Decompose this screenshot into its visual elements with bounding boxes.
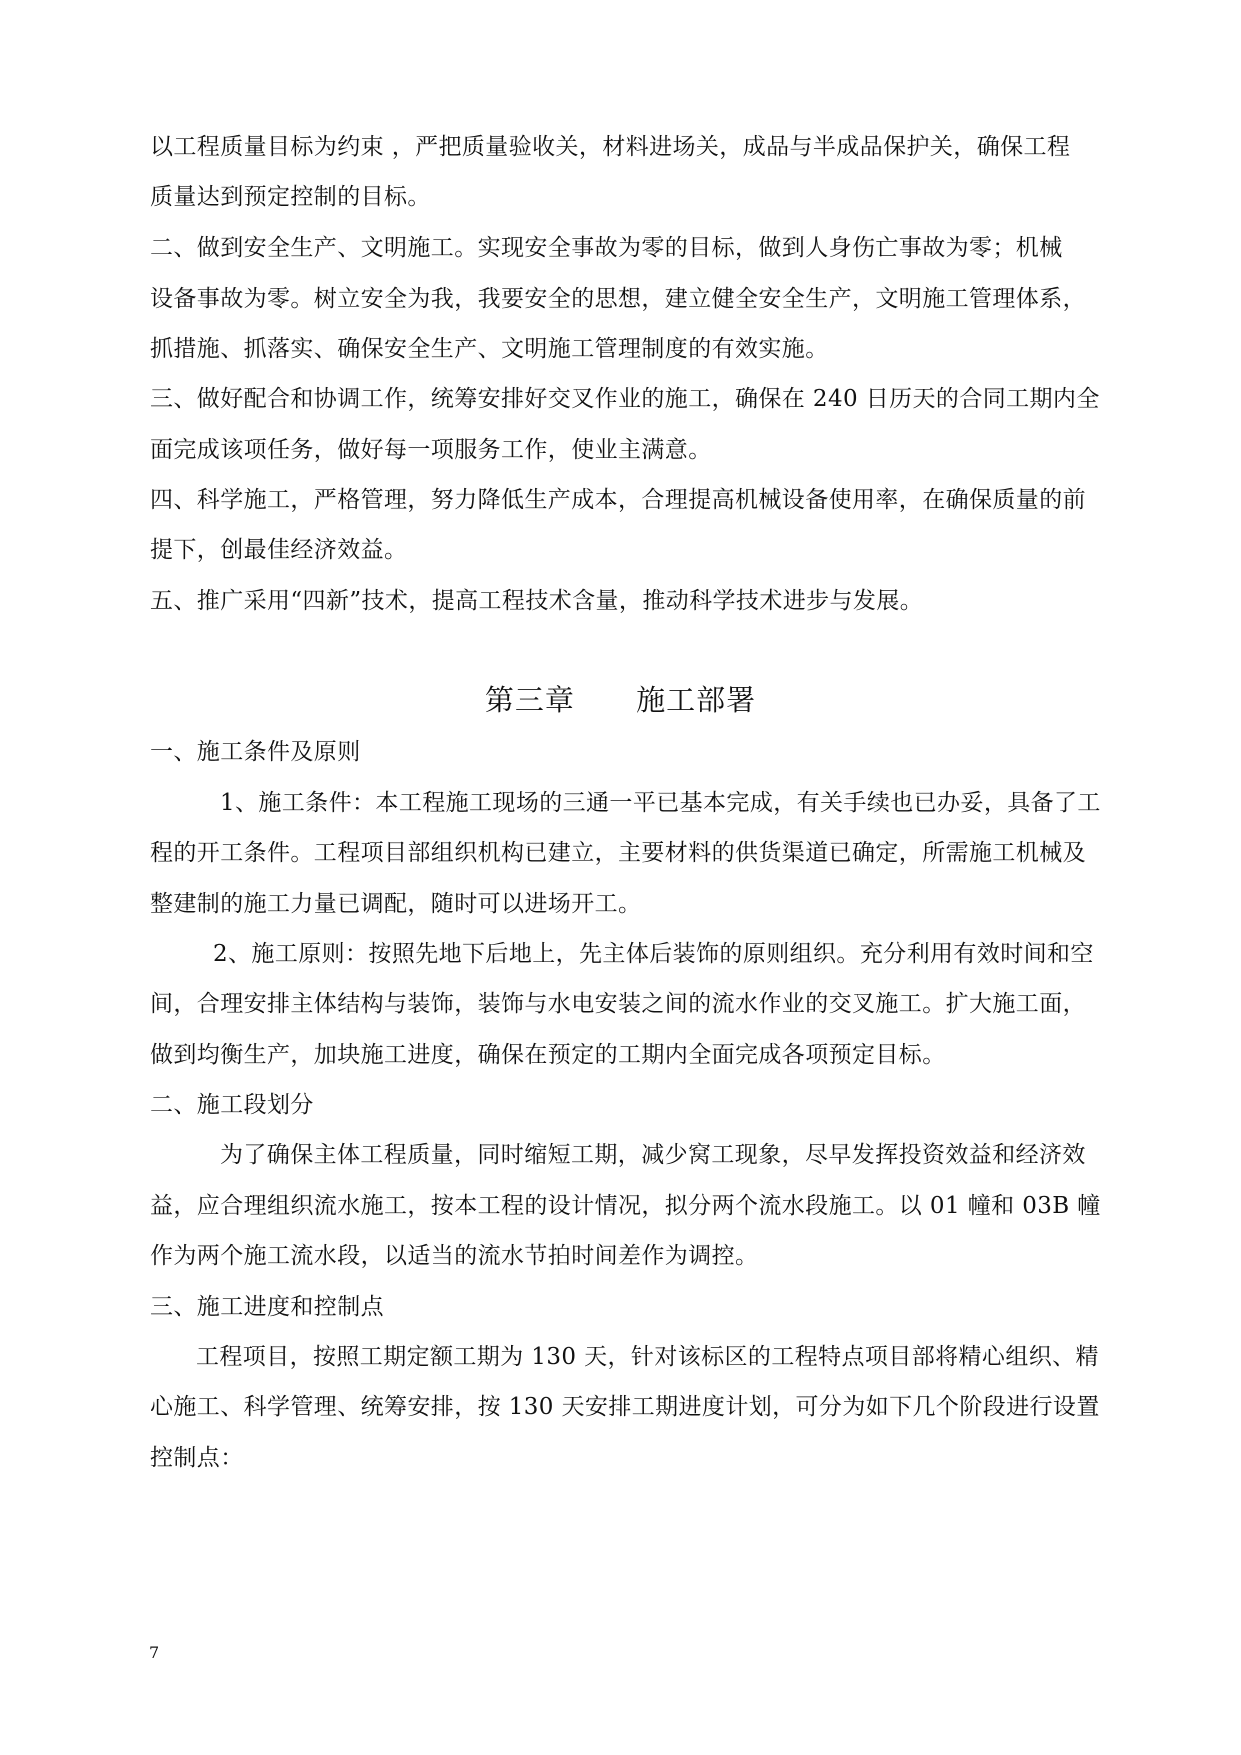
- section-heading: 三、施工进度和控制点: [150, 1294, 384, 1320]
- body-text-line: 三、做好配合和协调工作，统筹安排好交叉作业的施工，确保在 240 日历天的合同工期内全: [150, 386, 1100, 412]
- paragraph-line: 控制点：: [150, 1445, 244, 1471]
- paragraph-line: 2、施工原则：按照先地下后地上，先主体后装饰的原则组织。充分利用有效时间和空: [213, 941, 1094, 967]
- paragraph-line: 心施工、科学管理、统筹安排，按 130 天安排工期进度计划，可分为如下几个阶段进行设置: [150, 1394, 1100, 1420]
- body-text-line: 面完成该项任务，做好每一项服务工作，使业主满意。: [150, 437, 712, 463]
- section-heading: 一、施工条件及原则: [150, 739, 361, 765]
- paragraph-line: 1、施工条件：本工程施工现场的三通一平已基本完成，有关手续也已办妥，具备了工: [220, 790, 1101, 816]
- paragraph-line: 益，应合理组织流水施工，按本工程的设计情况，拟分两个流水段施工。以 01 幢和 03B 幢: [150, 1193, 1101, 1219]
- paragraph-line: 作为两个施工流水段，以适当的流水节拍时间差作为调控。: [150, 1243, 759, 1269]
- body-text-line: 抓措施、抓落实、确保安全生产、文明施工管理制度的有效实施。: [150, 336, 829, 362]
- body-text-line: 四、科学施工，严格管理，努力降低生产成本，合理提高机械设备使用率，在确保质量的前: [150, 487, 1086, 513]
- section-heading: 二、施工段划分: [150, 1092, 314, 1118]
- paragraph-line: 整建制的施工力量已调配，随时可以进场开工。: [150, 891, 642, 917]
- body-text-line: 五、推广采用“四新”技术，提高工程技术含量，推动科学技术进步与发展。: [150, 588, 924, 614]
- body-text-line: 以工程质量目标为约束 ，严把质量验收关，材料进场关，成品与半成品保护关，确保工程: [150, 134, 1071, 160]
- paragraph-line: 工程项目，按照工期定额工期为 130 天，针对该标区的工程特点项目部将精心组织、精: [196, 1344, 1099, 1370]
- paragraph-line: 程的开工条件。工程项目部组织机构已建立，主要材料的供货渠道已确定，所需施工机械及: [150, 840, 1086, 866]
- paragraph-line: 间，合理安排主体结构与装饰，装饰与水电安装之间的流水作业的交叉施工。扩大施工面，: [150, 991, 1086, 1017]
- paragraph-line: 为了确保主体工程质量，同时缩短工期，减少窝工现象，尽早发挥投资效益和经济效: [220, 1142, 1086, 1168]
- page-number: 7: [149, 1643, 160, 1662]
- paragraph-line: 做到均衡生产，加块施工进度，确保在预定的工期内全面完成各项预定目标。: [150, 1042, 946, 1068]
- body-text-line: 提下，创最佳经济效益。: [150, 537, 408, 563]
- body-text-line: 设备事故为零。树立安全为我，我要安全的思想，建立健全安全生产，文明施工管理体系，: [150, 286, 1086, 312]
- body-text-line: 质量达到预定控制的目标。: [150, 184, 431, 210]
- chapter-title: 第三章 施工部署: [484, 683, 757, 717]
- body-text-line: 二、做到安全生产、文明施工。实现安全事故为零的目标，做到人身伤亡事故为零；机械: [150, 235, 1063, 261]
